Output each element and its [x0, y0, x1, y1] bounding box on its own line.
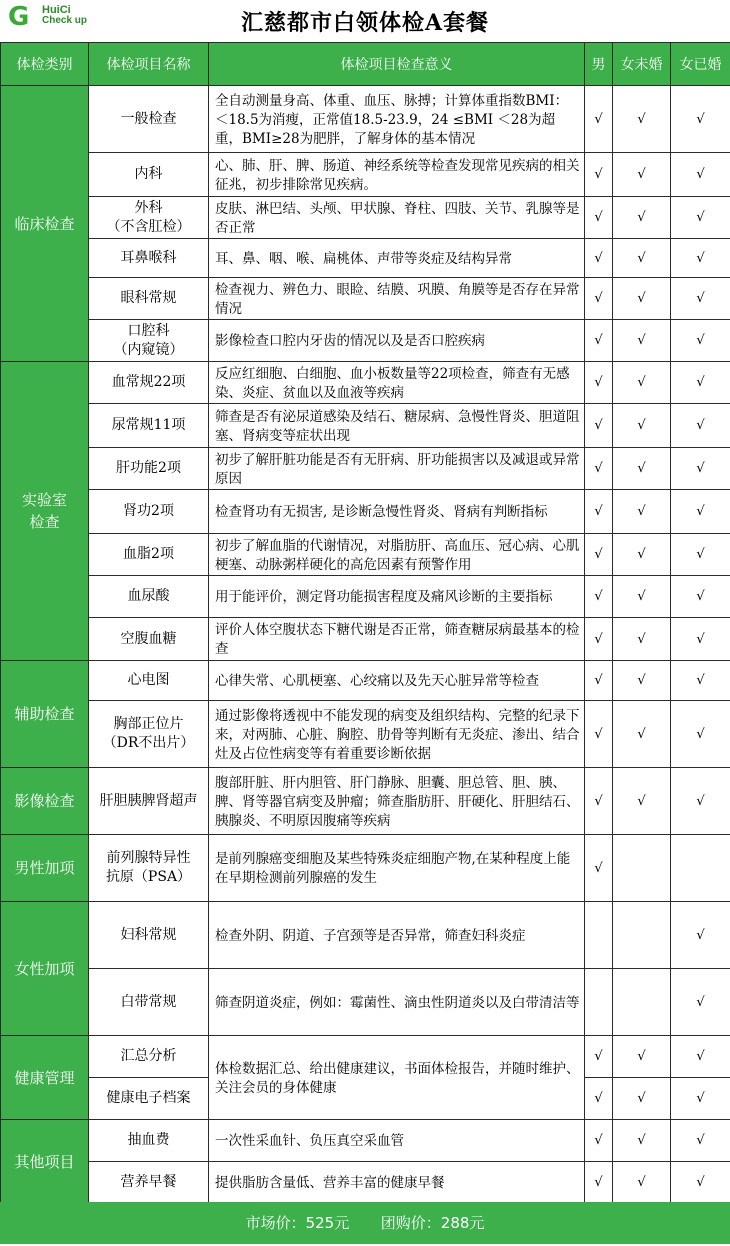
check-female-single: √ [613, 1078, 671, 1120]
header-item: 体检项目名称 [89, 43, 209, 86]
check-female-married: √ [671, 1078, 730, 1120]
header-meaning: 体检项目检查意义 [209, 43, 585, 86]
item-desc: 用于能评价，测定肾功能损害程度及痛风诊断的主要指标 [209, 576, 585, 618]
check-female-married: √ [671, 661, 730, 701]
item-desc: 心、肺、肝、脾、肠道、神经系统等检查发现常见疾病的相关征兆，初步排除常见疾病。 [209, 153, 585, 197]
check-male: √ [585, 1120, 613, 1162]
check-female-married: √ [671, 404, 730, 448]
item-desc: 筛查是否有泌尿道感染及结石、糖尿病、急慢性肾炎、胆道阻塞、肾病变等症状出现 [209, 404, 585, 448]
check-female-married: √ [671, 534, 730, 576]
item-name-line2: 抗原（PSA） [105, 869, 192, 885]
table-row [1, 153, 730, 197]
check-male: √ [585, 701, 613, 768]
table-row [1, 86, 730, 153]
check-female-married: √ [671, 902, 730, 969]
check-female-single: √ [613, 490, 671, 534]
category-other: 其他项目 [1, 1120, 89, 1204]
check-male: √ [585, 362, 613, 404]
check-female-single: √ [613, 86, 671, 153]
item-name: 白带常规 [89, 969, 209, 1036]
item-name [89, 701, 209, 768]
check-female-single: √ [613, 404, 671, 448]
header-male: 男 [585, 43, 613, 86]
checkup-package-table [0, 42, 730, 1204]
check-female-married: √ [671, 1036, 730, 1078]
check-female-married: √ [671, 618, 730, 661]
item-desc-text: 通过影像将透视中不能发现的病变及组织结构、完整的纪录下来，对两肺、心脏、胸腔、肋骨等判断有无炎症、渗出、结合灶及占位性病变等有着重要诊断依据 [215, 707, 580, 762]
table-row [1, 320, 730, 362]
check-male: √ [585, 618, 613, 661]
table-row [1, 661, 730, 701]
item-desc: 检查外阴、阴道、子宫颈等是否异常，筛查妇科炎症 [209, 902, 585, 969]
check-female-single: √ [613, 1036, 671, 1078]
check-male: √ [585, 448, 613, 490]
check-female-single: √ [613, 320, 671, 362]
item-name: 一般检查 [89, 86, 209, 153]
item-name-line1: 口腔科 [127, 322, 170, 339]
check-male: √ [585, 768, 613, 835]
check-male [585, 902, 613, 969]
check-female-single: √ [613, 278, 671, 320]
item-name: 血脂2项 [89, 534, 209, 576]
item-desc: 耳、鼻、咽、喉、扁桃体、声带等炎症及结构异常 [209, 239, 585, 278]
check-male: √ [585, 534, 613, 576]
table-row [1, 534, 730, 576]
check-female-married: √ [671, 1162, 730, 1204]
check-female-married: √ [671, 969, 730, 1036]
item-name: 抽血费 [89, 1120, 209, 1162]
check-male: √ [585, 320, 613, 362]
item-desc: 影像检查口腔内牙齿的情况以及是否口腔疾病 [209, 320, 585, 362]
check-male: √ [585, 197, 613, 239]
item-name: 肾功2项 [89, 490, 209, 534]
check-female-married: √ [671, 362, 730, 404]
item-name: 空腹血糖 [89, 618, 209, 661]
check-female-married: √ [671, 448, 730, 490]
item-name: 营养早餐 [89, 1162, 209, 1204]
logo-text-line2: Check up [42, 15, 88, 26]
price-footer [0, 1202, 730, 1244]
check-female-single [613, 969, 671, 1036]
check-female-single: √ [613, 701, 671, 768]
item-desc: 体检数据汇总、给出健康建议，书面体检报告，并随时维护、关注会员的身体健康 [209, 1036, 585, 1120]
item-name: 眼科常规 [89, 278, 209, 320]
check-female-single [613, 835, 671, 902]
table-row [1, 902, 730, 969]
check-female-married: √ [671, 239, 730, 278]
item-name: 妇科常规 [89, 902, 209, 969]
check-female-married: √ [671, 320, 730, 362]
item-desc: 反应红细胞、白细胞、血小板数量等22项检查，筛查有无感染、炎症、贫血以及血液等疾病 [209, 362, 585, 404]
item-desc: 检查肾功有无损害, 是诊断急慢性肾炎、肾病有判断指标 [209, 490, 585, 534]
item-desc: 一次性采血针、负压真空采血管 [209, 1120, 585, 1162]
table-row [1, 969, 730, 1036]
item-name-line1: 前列腺特异性 [106, 850, 191, 866]
check-female-married: √ [671, 197, 730, 239]
table-row [1, 490, 730, 534]
item-name: 内科 [89, 153, 209, 197]
table-row [1, 1120, 730, 1162]
check-male: √ [585, 490, 613, 534]
check-male [585, 969, 613, 1036]
item-desc: 提供脂肪含量低、营养丰富的健康早餐 [209, 1162, 585, 1204]
category-aux: 辅助检查 [1, 661, 89, 768]
check-female-single: √ [613, 448, 671, 490]
check-male: √ [585, 661, 613, 701]
check-female-single: √ [613, 197, 671, 239]
item-name [89, 197, 209, 239]
item-desc: 腹部肝脏、肝内胆管、肝门静脉、胆囊、胆总管、胆、胰、脾、肾等器官病变及肿瘤；筛查脂肪肝、肝硬化、肝胆结石、胰腺炎、不明原因腹痛等疾病 [209, 768, 585, 835]
logo-text-line1: HuiCi [42, 4, 71, 16]
check-female-single: √ [613, 618, 671, 661]
item-desc: 皮肤、淋巴结、头颅、甲状腺、脊柱、四肢、关节、乳腺等是否正常 [209, 197, 585, 239]
check-female-single: √ [613, 661, 671, 701]
check-male: √ [585, 1036, 613, 1078]
check-female-married: √ [671, 86, 730, 153]
logo-mark: G [8, 2, 30, 32]
table-row [1, 278, 730, 320]
check-female-married: √ [671, 490, 730, 534]
check-female-single: √ [613, 362, 671, 404]
check-male: √ [585, 576, 613, 618]
check-female-single: √ [613, 153, 671, 197]
check-female-married: √ [671, 278, 730, 320]
item-name: 健康电子档案 [89, 1078, 209, 1120]
category-lab-text: 实验室检查 [21, 491, 67, 531]
check-male: √ [585, 86, 613, 153]
item-name: 尿常规11项 [89, 404, 209, 448]
item-desc: 是前列腺癌变细胞及某些特殊炎症细胞产物,在某种程度上能在早期检测前列腺癌的发生 [209, 835, 585, 902]
check-female-married: √ [671, 1120, 730, 1162]
check-female-single: √ [613, 534, 671, 576]
category-health: 健康管理 [1, 1036, 89, 1120]
check-female-married: √ [671, 768, 730, 835]
check-female-married: √ [671, 701, 730, 768]
check-male: √ [585, 404, 613, 448]
category-clinical: 临床检查 [1, 86, 89, 362]
item-desc: 评价人体空腹状态下糖代谢是否正常，筛查糖尿病最基本的检查 [209, 618, 585, 661]
check-female-single: √ [613, 1162, 671, 1204]
item-name: 耳鼻喉科 [89, 239, 209, 278]
item-desc: 筛查阴道炎症，例如：霉菌性、滴虫性阴道炎以及白带清洁等 [209, 969, 585, 1036]
check-female-single: √ [613, 239, 671, 278]
item-desc: 检查视力、辨色力、眼睑、结膜、巩膜、角膜等是否存在异常情况 [209, 278, 585, 320]
item-desc: 心律失常、心肌梗塞、心绞痛以及先天心脏异常等检查 [209, 661, 585, 701]
table-row [1, 1162, 730, 1204]
check-male: √ [585, 835, 613, 902]
item-name-line2: （DR不出片） [102, 735, 195, 751]
check-female-single: √ [613, 768, 671, 835]
check-female-single: √ [613, 576, 671, 618]
table-row [1, 404, 730, 448]
item-name: 血常规22项 [89, 362, 209, 404]
header-female-married: 女已婚 [671, 43, 730, 86]
header-female-single: 女未婚 [613, 43, 671, 86]
item-name: 心电图 [89, 661, 209, 701]
check-male: √ [585, 239, 613, 278]
header-row [1, 43, 730, 86]
table-row [1, 1036, 730, 1078]
item-desc [209, 701, 585, 768]
item-name-line1: 外科 [134, 199, 163, 216]
check-male: √ [585, 153, 613, 197]
table-row [1, 239, 730, 278]
category-lab [1, 362, 89, 661]
page-title: 汇慈都市白领体检A套餐 [240, 10, 490, 36]
item-desc: 全自动测量身高、体重、血压、脉搏；计算体重指数BMI：＜18.5为消瘦，正常值18.5-23.9，24 ≤BMI ＜28为超重，BMI≥28为肥胖，了解身体的基本情况 [209, 86, 585, 153]
table-row [1, 448, 730, 490]
group-price: 团购价：288元 [380, 1214, 485, 1232]
check-male: √ [585, 1162, 613, 1204]
check-female-married [671, 835, 730, 902]
header-category: 体检类别 [1, 43, 89, 86]
item-name: 血尿酸 [89, 576, 209, 618]
table-row [1, 197, 730, 239]
item-name [89, 835, 209, 902]
table-row [1, 576, 730, 618]
category-male-add: 男性加项 [1, 835, 89, 902]
check-male: √ [585, 1078, 613, 1120]
item-desc: 初步了解血脂的代谢情况，对脂肪肝、高血压、冠心病、心肌梗塞、动脉粥样硬化的高危因素有预警作用 [209, 534, 585, 576]
table-row [1, 768, 730, 835]
table-row [1, 835, 730, 902]
category-imaging: 影像检查 [1, 768, 89, 835]
table-row [1, 362, 730, 404]
check-female-single: √ [613, 1120, 671, 1162]
check-male: √ [585, 278, 613, 320]
table-row [1, 618, 730, 661]
check-female-married: √ [671, 153, 730, 197]
item-name-line2: （不含肛检） [106, 218, 191, 235]
item-name: 肝功能2项 [89, 448, 209, 490]
item-name [89, 320, 209, 362]
item-name-line1: 胸部正位片 [113, 716, 184, 732]
check-female-single [613, 902, 671, 969]
category-female-add: 女性加项 [1, 902, 89, 1036]
table-row [1, 701, 730, 768]
item-name: 肝胆胰脾肾超声 [89, 768, 209, 835]
market-price: 市场价：525元 [245, 1214, 350, 1232]
check-female-married: √ [671, 576, 730, 618]
item-desc: 初步了解肝脏功能是否有无肝病、肝功能损害以及减退或异常原因 [209, 448, 585, 490]
item-name-line2: （内窥镜） [113, 341, 184, 358]
item-name: 汇总分析 [89, 1036, 209, 1078]
